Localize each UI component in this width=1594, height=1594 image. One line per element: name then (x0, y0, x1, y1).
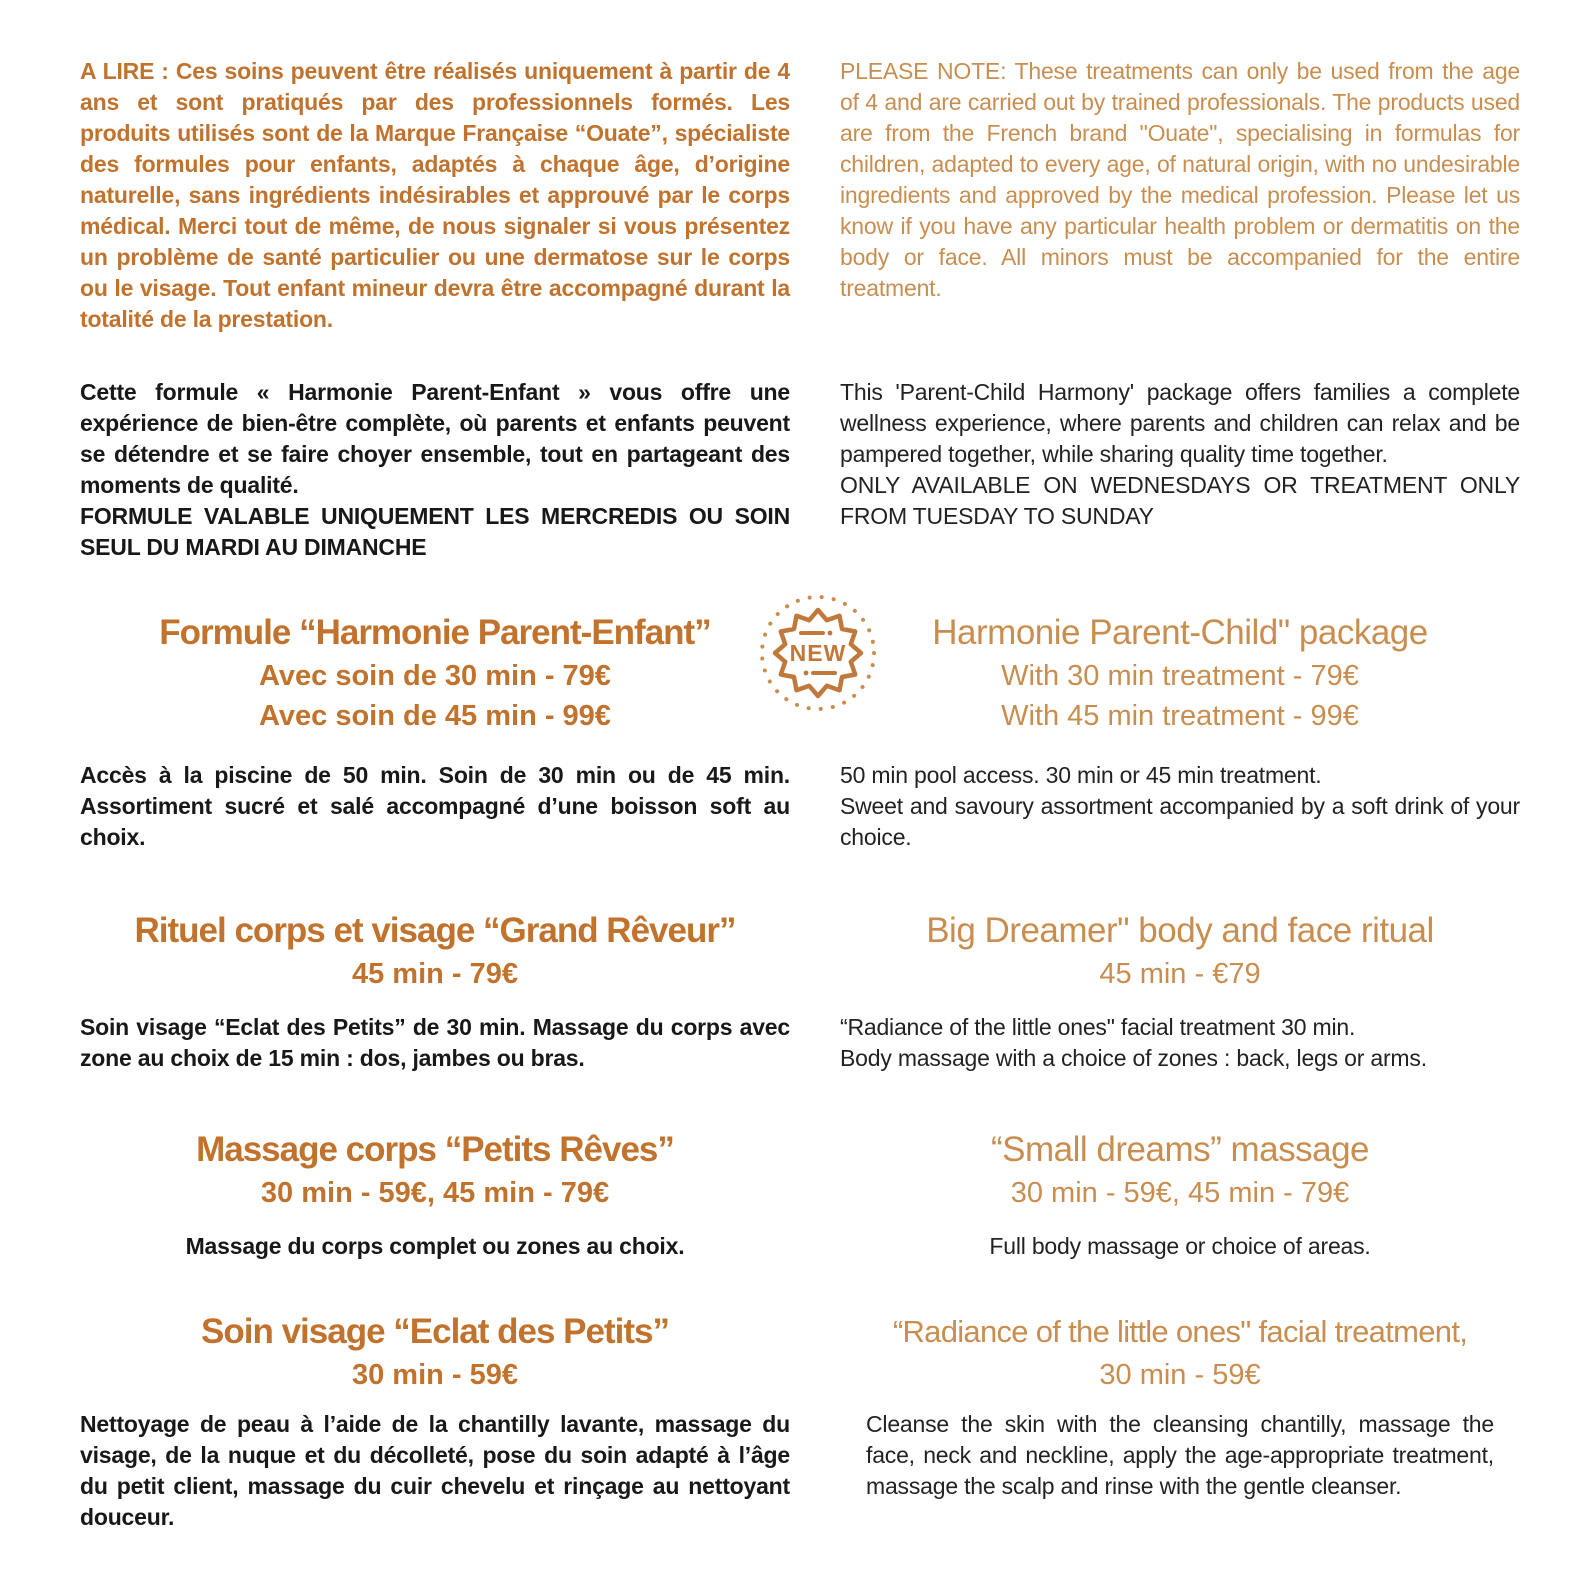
ritual-price-fr: 45 min - 79€ (351, 958, 519, 990)
facial-description-fr: Nettoyage de peau à l’aide de la chantilly lavante, massage du visage, de la nuque et du décolleté, pose du soin adapté à l’âge du petit client, massage du cuir chevelu et rinçage au nettoyant douceur. (80, 1411, 790, 1530)
ritual-title-fr: Rituel corps et visage “Grand Rêveur” (134, 911, 736, 950)
massage-heading-en (840, 1126, 1520, 1213)
intro-column-en (840, 377, 1520, 563)
ritual-heading-row (80, 907, 1520, 994)
facial-heading-row (80, 1308, 1520, 1395)
new-badge (756, 591, 880, 715)
package-heading-en (840, 609, 1520, 736)
badge-bottom-dot (804, 671, 809, 676)
ritual-description-en-line-1: “Radiance of the little ones" facial treatment 30 min. (840, 1014, 1356, 1040)
notice-paragraph-fr: A LIRE : Ces soins peuvent être réalisés uniquement à partir de 4 ans et sont pratiqués par des professionnels formés. Les produits utilisés sont de la Marque Française “Ouate”, spécialiste des formules pour enfants, adaptés à chaque âge, d’origine naturelle, sans ingrédients indésirables et approuvé par le corps médical. Merci tout de même, de nous signaler si vous présentez un problème de santé particulier ou une dermatose sur le corps ou le visage. Tout enfant mineur devra être accompagné durant la totalité de la prestation. (80, 58, 790, 332)
package-description-row (80, 760, 1520, 853)
facial-description-row (80, 1409, 1520, 1533)
badge-top-dot (828, 631, 833, 636)
package-title-fr: Formule “Harmonie Parent-Enfant” (159, 613, 711, 652)
new-badge-graphic (756, 591, 880, 715)
facial-price-fr: 30 min - 59€ (351, 1359, 519, 1391)
package-price-2-fr: Avec soin de 45 min - 99€ (259, 700, 611, 732)
package-description-en-line-1: 50 min pool access. 30 min or 45 min treatment. (840, 762, 1322, 788)
intro-row (80, 377, 1520, 563)
facial-heading-fr (80, 1308, 790, 1395)
notice-row (80, 56, 1520, 335)
new-badge-label: NEW (789, 640, 847, 666)
facial-title-en: “Radiance of the little ones" facial treatment, (892, 1314, 1468, 1349)
package-title-en: Harmonie Parent-Child" package (932, 613, 1428, 652)
massage-description-fr: Massage du corps complet ou zones au choix. (185, 1233, 685, 1259)
massage-description-row (80, 1231, 1520, 1262)
ritual-description-en-line-2: Body massage with a choice of zones : back, legs or arms. (840, 1045, 1427, 1071)
massage-title-en: “Small dreams” massage (991, 1130, 1369, 1169)
facial-title-fr: Soin visage “Eclat des Petits” (201, 1312, 669, 1351)
facial-heading-en (840, 1308, 1520, 1395)
facial-price-en: 30 min - 59€ (1099, 1359, 1261, 1391)
facial-description-en: Cleanse the skin with the cleansing chantilly, massage the face, neck and neckline, apply the age-appropriate treatment, massage the scalp and rinse with the gentle cleanser. (866, 1411, 1494, 1499)
massage-heading-row (80, 1126, 1520, 1213)
package-description-en (840, 760, 1520, 853)
massage-heading-fr (80, 1126, 790, 1213)
ritual-description-fr: Soin visage “Eclat des Petits” de 30 min. Massage du corps avec zone au choix de 15 min : dos, jambes ou bras. (80, 1014, 790, 1071)
package-description-fr: Accès à la piscine de 50 min. Soin de 30 min ou de 45 min. Assortiment sucré et salé accompagné d’une boisson soft au choix. (80, 762, 790, 850)
ritual-title-en: Big Dreamer" body and face ritual (926, 911, 1434, 950)
package-heading-row (80, 609, 1520, 736)
ritual-heading-fr (80, 907, 790, 994)
massage-price-en: 30 min - 59€, 45 min - 79€ (1010, 1177, 1350, 1209)
massage-price-fr: 30 min - 59€, 45 min - 79€ (260, 1177, 610, 1209)
package-price-2-en: With 45 min treatment - 99€ (1001, 700, 1359, 732)
package-price-1-en: With 30 min treatment - 79€ (1001, 660, 1359, 692)
notice-paragraph-en: PLEASE NOTE: These treatments can only be used from the age of 4 and are carried out by trained professionals. The products used are from the French brand "Ouate", specialising in formulas for children, adapted to every age, of natural origin, with no undesirable ingredients and approved by the medical profession. Please let us know if you have any particular health problem or dermatitis on the body or face. All minors must be accompanied for the entire treatment. (840, 58, 1520, 301)
ritual-description-row (80, 1012, 1520, 1074)
ritual-heading-en (840, 907, 1520, 994)
intro-column-fr (80, 377, 790, 563)
ritual-price-en: 45 min - €79 (1099, 958, 1261, 990)
availability-en: ONLY AVAILABLE ON WEDNESDAYS OR TREATMENT ONLY FROM TUESDAY TO SUNDAY (840, 472, 1520, 529)
massage-title-fr: Massage corps “Petits Rêves” (196, 1130, 674, 1169)
massage-description-en: Full body massage or choice of areas. (989, 1233, 1371, 1259)
package-description-en-line-2: Sweet and savoury assortment accompanied by a soft drink of your choice. (840, 793, 1520, 850)
intro-paragraph-en: This 'Parent-Child Harmony' package offers families a complete wellness experience, where parents and children can relax and be pampered together, while sharing quality time together. (840, 379, 1520, 467)
package-heading-fr (80, 609, 847, 736)
intro-paragraph-fr: Cette formule « Harmonie Parent-Enfant » vous offre une expérience de bien-être complète, où parents et enfants peuvent se détendre et se faire choyer ensemble, tout en partageant des moments de qualité. (80, 379, 790, 498)
package-price-1-fr: Avec soin de 30 min - 79€ (259, 660, 611, 692)
ritual-description-en (840, 1012, 1520, 1074)
availability-fr: FORMULE VALABLE UNIQUEMENT LES MERCREDIS OU SOIN SEUL DU MARDI AU DIMANCHE (80, 503, 790, 560)
